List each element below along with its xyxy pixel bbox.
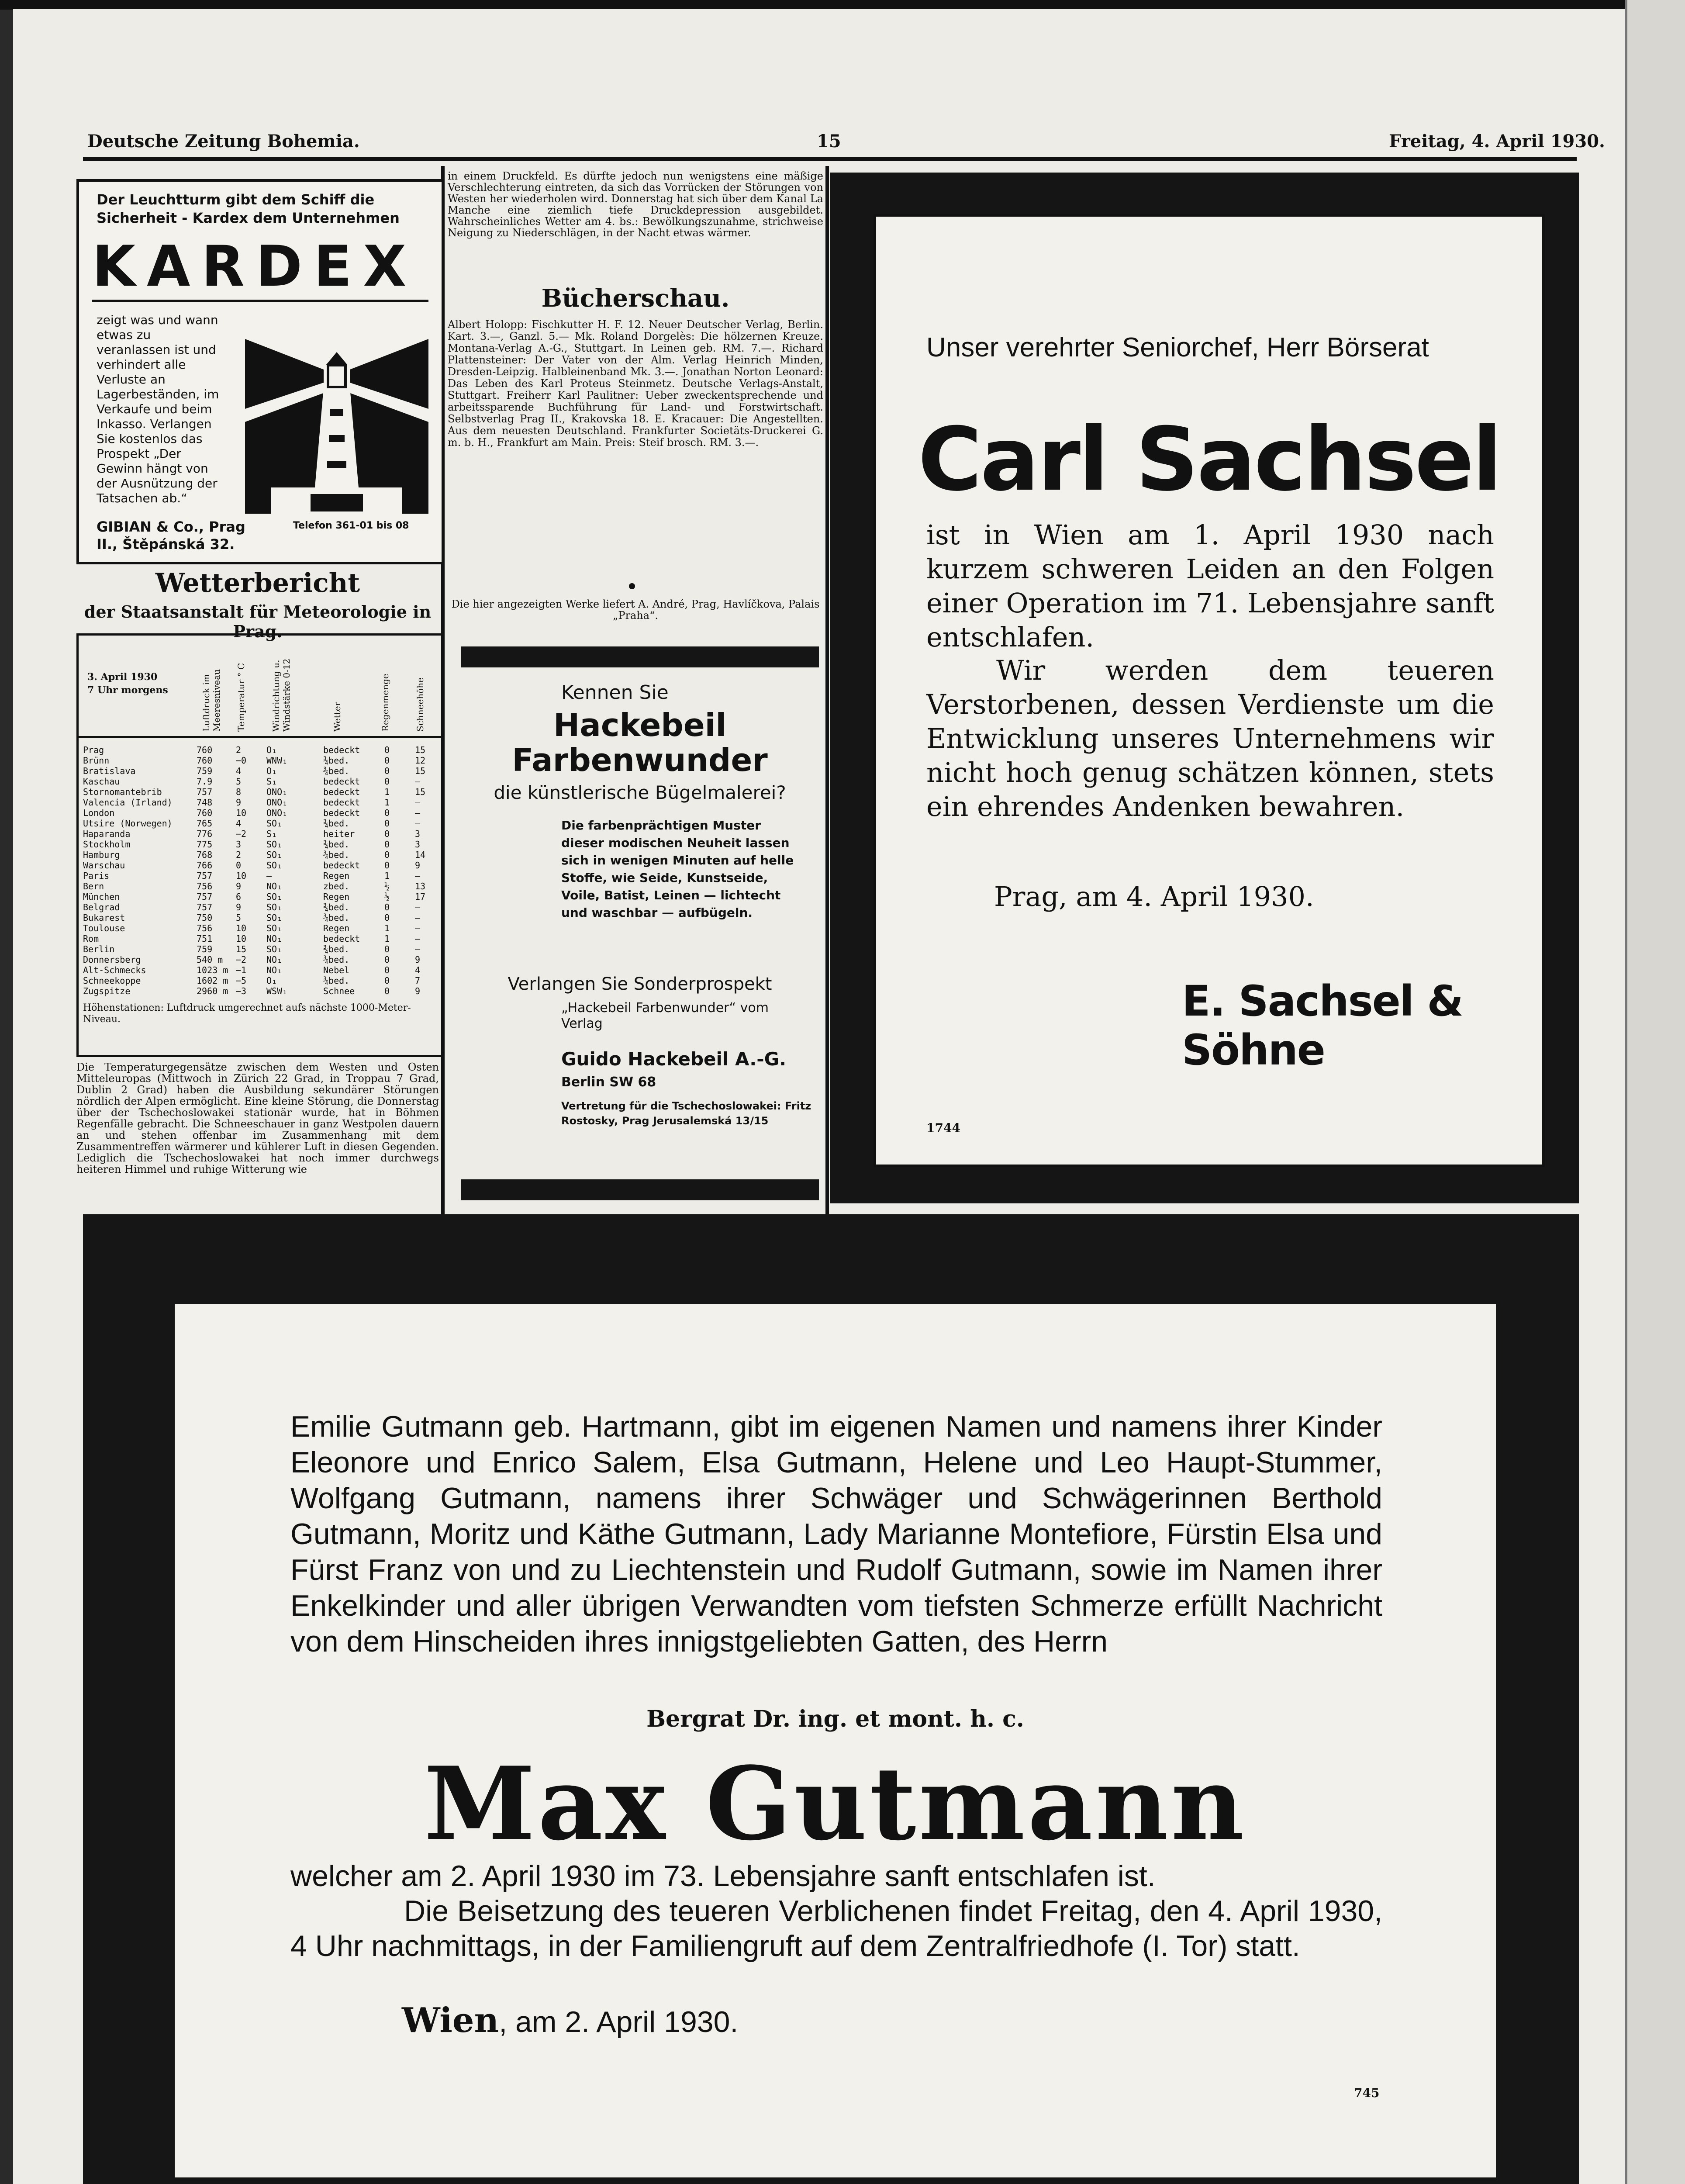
sachsel-tribute: Wir werden dem teueren Verstorbenen, dessen Verdienste um die Entwicklung unseres Unternehmens wir nicht hoch genug schätzen können, stets ein ehrendes Andenken bewahren. — [926, 654, 1494, 822]
weather-cell-wx: ¾bed. — [323, 954, 350, 965]
table-row — [79, 986, 441, 997]
table-row — [79, 892, 441, 903]
weather-cell-wind: NO₁ — [266, 965, 283, 975]
weather-cell-r: 0 — [384, 829, 390, 839]
weather-cell-r: 0 — [384, 755, 390, 766]
hackebeil-cta: Verlangen Sie Sonderprospekt — [508, 974, 772, 994]
weather-cell-wx: zbed. — [323, 881, 350, 892]
column-rule — [825, 166, 829, 1214]
column-header: Schneehöhe — [415, 677, 425, 732]
hackebeil-kicker: Kennen Sie — [561, 681, 669, 704]
weather-cell-t: −5 — [236, 975, 247, 986]
weather-cell-city: London — [83, 808, 115, 818]
weather-cell-t: 10 — [236, 871, 247, 881]
hackebeil-advertisement — [461, 673, 819, 1171]
weather-cell-r: 0 — [384, 808, 390, 818]
weather-cell-s: 14 — [415, 850, 426, 860]
weather-cell-s: 13 — [415, 881, 426, 892]
weather-cell-s: 17 — [415, 892, 426, 902]
weather-cell-t: −0 — [236, 755, 247, 766]
weather-cell-city: Brünn — [83, 755, 110, 766]
weather-cell-r: 0 — [384, 766, 390, 776]
weather-cell-t: 9 — [236, 797, 242, 808]
weather-cell-t: 9 — [236, 881, 242, 892]
weather-cell-t: 5 — [236, 912, 242, 923]
weather-cell-t: 0 — [236, 860, 242, 871]
table-row — [79, 787, 441, 798]
weather-continuation: in einem Druckfeld. Es dürfte jedoch nun wenigstens eine mäßige Verschlechterung eintreten, da sich das Vorrücken der Störungen von Westen her wiederholen wird. Donnerstag hat sich über dem Kanal La Manche eine ziemlich tiefe Druckdepression ausgebildet. Wahrscheinliches Wetter am 4. bs.: Bewölkungszunahme, strichweise Neigung zu Niederschlägen, in der Nacht etwas wärmer. — [448, 170, 823, 239]
table-row — [79, 808, 441, 819]
weather-cell-s: — — [415, 912, 421, 923]
weather-cell-p: 765 — [197, 818, 213, 829]
weather-cell-p: 1023 m — [197, 965, 228, 975]
weather-cell-r: 0 — [384, 776, 390, 787]
weather-cell-wx: bedeckt — [323, 797, 360, 808]
weather-cell-p: 759 — [197, 766, 213, 776]
gutmann-death-date: welcher am 2. April 1930 im 73. Lebensjahre sanft entschlafen ist. — [290, 1859, 1156, 1893]
weather-cell-s: — — [415, 923, 421, 933]
weather-cell-p: 768 — [197, 850, 213, 860]
weather-cell-city: Hamburg — [83, 850, 120, 860]
hackebeil-headline — [461, 708, 819, 778]
weather-cell-city: Kaschau — [83, 776, 120, 787]
weather-cell-s: — — [415, 776, 421, 787]
weather-cell-city: Bratislava — [83, 766, 136, 776]
table-row — [79, 745, 441, 756]
weather-cell-wind: ONO₁ — [266, 797, 288, 808]
gutmann-ref-number: 745 — [1354, 2086, 1380, 2100]
weather-cell-s: — — [415, 797, 421, 808]
weather-cell-city: Rom — [83, 933, 99, 944]
weather-cell-t: 15 — [236, 944, 247, 954]
weather-cell-r: 0 — [384, 965, 390, 975]
weather-cell-p: 1602 m — [197, 975, 228, 986]
weather-cell-s: 3 — [415, 839, 421, 850]
weather-cell-wind: NO₁ — [266, 933, 283, 944]
weather-cell-wind: ONO₁ — [266, 808, 288, 818]
weather-cell-s: 9 — [415, 860, 421, 871]
weather-cell-wind: WSW₁ — [266, 986, 288, 996]
weather-commentary: Die Temperaturgegensätze zwischen dem Westen und Osten Mitteleuropas (Mittwoch in Zürich 22 Grad, in Troppau 7 Grad, Dublin 2 Grad) haben die Ausbildung sekundärer Störungen nördlich der Alpen ermöglicht. Eine kleine Störung, die Donnerstag über der Tschechoslowakei stationär wurde, hat in Böhmen Regenfälle gebracht. Die Schneeschauer in ganz Westpolen dauern an und stehen offenbar im Zusammenhang mit dem Zusammentreffen wärmerer und kühlerer Luft in diesen Gegenden. Lediglich die Tschechoslowakei hat noch immer durchwegs heiteren Himmel und ruhige Witterung wie — [76, 1061, 439, 1175]
book-review-title: Bücherschau. — [541, 284, 730, 313]
weather-cell-t: 6 — [236, 892, 242, 902]
gutmann-death-notice — [175, 1304, 1496, 2177]
weather-cell-p: 760 — [197, 755, 213, 766]
weather-cell-r: 0 — [384, 986, 390, 996]
weather-cell-s: 4 — [415, 965, 421, 975]
weather-cell-wind: O₁ — [266, 745, 277, 755]
weather-cell-city: Alt-Schmecks — [83, 965, 146, 975]
sachsel-ref-number: 1744 — [926, 1121, 960, 1135]
weather-cell-wx: Regen — [323, 923, 350, 933]
gutmann-funeral: Die Beisetzung des teueren Verblichenen findet Freitag, den 4. April 1930, 4 Uhr nachmittags, in der Familiengruft auf dem Zentralfriedhofe (I. Tor) statt. — [290, 1894, 1382, 1963]
weather-cell-r: 0 — [384, 944, 390, 954]
weather-cell-r: 1 — [384, 933, 390, 944]
weather-cell-city: Belgrad — [83, 902, 120, 912]
weather-cell-r: ½ — [384, 892, 390, 902]
sachsel-intro: Unser verehrter Seniorchef, Herr Börserat — [926, 332, 1429, 363]
weather-cell-wind: SO₁ — [266, 850, 283, 860]
divider — [92, 300, 428, 302]
weather-cell-wx: ¾bed. — [323, 766, 350, 776]
kardex-body: zeigt was und wann etwas zu veranlassen ist und verhindert alle Verluste an Lagerbeständen, im Verkaufe und beim Inkasso. Verlangen Sie kostenlos das Prospekt „Der Gewinn hängt von der Ausnützung der Tatsachen ab.“ — [97, 313, 219, 505]
kardex-firm-address: GIBIAN & Co., Prag II., Štěpánská 32. — [97, 518, 245, 553]
weather-cell-wind: SO₁ — [266, 923, 283, 933]
page-binding-edge — [1625, 0, 1685, 2184]
gutmann-title: Bergrat Dr. ing. et mont. h. c. — [646, 1706, 1024, 1732]
weather-cell-wind: O₁ — [266, 766, 277, 776]
altitude-note: Höhenstationen: Luftdruck umgerechnet aufs nächste 1000-Meter-Niveau. — [83, 1002, 411, 1025]
weather-cell-p: 759 — [197, 944, 213, 954]
weather-cell-city: Warschau — [83, 860, 125, 871]
weather-cell-wx: ¾bed. — [323, 850, 350, 860]
weather-cell-s: 15 — [415, 787, 426, 797]
table-row — [79, 965, 441, 976]
weather-cell-city: Zugspitze — [83, 986, 131, 996]
weather-cell-s: 12 — [415, 755, 426, 766]
weather-cell-r: 0 — [384, 839, 390, 850]
weather-cell-city: Paris — [83, 871, 110, 881]
table-row — [79, 902, 441, 913]
weather-cell-p: 757 — [197, 902, 213, 912]
weather-cell-s: 15 — [415, 745, 426, 755]
sachsel-name: Carl Sachsel — [918, 409, 1501, 511]
scan-edge — [0, 0, 1685, 10]
kardex-phone: Telefon 361-01 bis 08 — [293, 520, 409, 531]
weather-cell-wind: SO₁ — [266, 902, 283, 912]
weather-cell-p: 776 — [197, 829, 213, 839]
weather-cell-wx: ¾bed. — [323, 975, 350, 986]
weather-cell-p: 756 — [197, 923, 213, 933]
weather-cell-wind: S₁ — [266, 829, 277, 839]
weather-cell-p: 757 — [197, 787, 213, 797]
lighthouse-illustration — [245, 321, 428, 522]
weather-cell-r: 0 — [384, 975, 390, 986]
weather-cell-t: 9 — [236, 902, 242, 912]
weather-cell-p: 766 — [197, 860, 213, 871]
page-number: 15 — [817, 131, 841, 152]
weather-cell-s: 15 — [415, 766, 426, 776]
weather-cell-wind: SO₁ — [266, 818, 283, 829]
table-row — [79, 881, 441, 892]
weather-cell-wx: Regen — [323, 871, 350, 881]
header-rule — [83, 157, 1577, 161]
sachsel-body: ist in Wien am 1. April 1930 nach kurzem schweren Leiden an den Folgen einer Operation im 71. Lebensjahre sanft entschlafen. — [926, 519, 1494, 653]
weather-cell-t: 8 — [236, 787, 242, 797]
gutmann-place-date — [402, 2001, 738, 2040]
weather-cell-s: — — [415, 818, 421, 829]
weather-cell-r: 0 — [384, 745, 390, 755]
weather-cell-s: 3 — [415, 829, 421, 839]
weather-cell-city: Toulouse — [83, 923, 125, 933]
weather-cell-r: 0 — [384, 902, 390, 912]
weather-cell-p: 760 — [197, 808, 213, 818]
weather-table-header — [79, 636, 441, 738]
weather-time-label: 7 Uhr morgens — [87, 684, 168, 696]
gutmann-name: Max Gutmann — [424, 1745, 1247, 1863]
weather-cell-city: Bukarest — [83, 912, 125, 923]
weather-cell-s: 9 — [415, 986, 421, 996]
weather-cell-wind: SO₁ — [266, 892, 283, 902]
table-row — [79, 860, 441, 871]
gutmann-intro: Emilie Gutmann geb. Hartmann, gibt im eigenen Namen und namens ihrer Kinder Eleonore und Enrico Salem, Elsa Gutmann, Helene und Leo Haupt-Stummer, Wolfgang Gutmann, namens ihrer Schwäger und Schwägerinnen Berthold Gutmann, Moritz und Käthe Gutmann, Lady Marianne Montefiore, Fürstin Elsa und Fürst Franz von und zu Liechtenstein und Rudolf Gutmann, sowie im Namen ihrer Enkelkinder und aller übrigen Verwandten vom tiefsten Schmerze erfüllt Nachricht von dem Hinscheiden ihres innigstgeliebten Gatten, des Herrn — [290, 1410, 1382, 1658]
table-row — [79, 818, 441, 829]
column-header: Luftdruck im Meeresniveau — [201, 669, 222, 732]
hackebeil-headline-2: Farbenwunder — [512, 742, 768, 778]
table-row — [79, 912, 441, 924]
weather-cell-city: Berlin — [83, 944, 115, 954]
weather-cell-r: 0 — [384, 818, 390, 829]
weather-cell-p: 2960 m — [197, 986, 228, 996]
table-row — [79, 766, 441, 777]
weather-cell-wx: Schnee — [323, 986, 355, 996]
weather-cell-r: 1 — [384, 923, 390, 933]
weather-table — [76, 633, 443, 1057]
weather-cell-city: Stornomantebrib — [83, 787, 162, 797]
hackebeil-city: Berlin SW 68 — [561, 1075, 656, 1090]
hackebeil-headline-1: Hackebeil — [553, 707, 727, 743]
weather-cell-wx: ¾bed. — [323, 839, 350, 850]
table-row — [79, 776, 441, 788]
weather-cell-r: 0 — [384, 912, 390, 923]
column-header: Temperatur ° C — [236, 663, 246, 732]
weather-cell-t: 10 — [236, 933, 247, 944]
weather-cell-wx: bedeckt — [323, 860, 360, 871]
table-row — [79, 975, 441, 987]
weather-cell-wx: ¾bed. — [323, 818, 350, 829]
weather-cell-s: — — [415, 902, 421, 912]
weather-cell-wx: ¾bed. — [323, 755, 350, 766]
hackebeil-firm: Guido Hackebeil A.-G. — [561, 1048, 787, 1070]
kardex-logo: KARDEX — [92, 234, 418, 299]
book-review-list: Albert Holopp: Fischkutter H. F. 12. Neuer Deutscher Verlag, Berlin. Kart. 3.—, Ganzl. 5.— Mk. Roland Dorgelès: Die hölzernen Kreuze. Montana-Verlag A.-G., Stuttgart. In Leinen geb. RM. 7.—. Richard Plattensteiner: Der Vater von der Alm. Verlag Heinrich Minden, Dresden-Leipzig. Halbleinenband Mk. 3.—. Jonathan Norton Leonard: Das Leben des Karl Proteus Steinmetz. Deutsche Verlags-Anstalt, Stuttgart. Freiherr Karl Paulitner: Ueber zweckentsprechende und arbeitssparende Buchführung für Land- und Forstwirtschaft. Selbstverlag Prag II., Krakovska 18. E. Kracauer: Die Angestellten. Aus dem neuesten Deutschland. Frankfurter Societäts-Druckerei G. m. b. H., Frankfurt am Main. Preis: Steif brosch. RM. 3.—. — [448, 318, 823, 449]
table-row — [79, 933, 441, 945]
ad-bottom-bar — [461, 1179, 819, 1200]
weather-cell-city: Utsire (Norwegen) — [83, 818, 173, 829]
weather-cell-city: Valencia (Irland) — [83, 797, 173, 808]
hackebeil-body: Die farbenprächtigen Muster dieser modischen Neuheit lassen sich in wenigen Minuten auf helle Stoffe, wie Seide, Kunstseide, Voile, Batist, Leinen — lichtecht und waschbar — aufbügeln. — [561, 818, 794, 920]
weather-cell-city: Donnersberg — [83, 954, 141, 965]
weather-cell-t: 2 — [236, 745, 242, 755]
weather-cell-p: 757 — [197, 871, 213, 881]
table-row — [79, 829, 441, 840]
table-row — [79, 839, 441, 850]
weather-cell-r: 1 — [384, 871, 390, 881]
weather-cell-p: 750 — [197, 912, 213, 923]
weather-cell-city: Bern — [83, 881, 104, 892]
weather-cell-wind: NO₁ — [266, 881, 283, 892]
weather-cell-wx: bedeckt — [323, 808, 360, 818]
weather-cell-wind: SO₁ — [266, 944, 283, 954]
weather-cell-p: 756 — [197, 881, 213, 892]
weather-cell-t: 3 — [236, 839, 242, 850]
weather-cell-city: München — [83, 892, 120, 902]
weather-cell-city: Haparanda — [83, 829, 131, 839]
sachsel-place-date: Prag, am 4. April 1930. — [994, 881, 1314, 912]
weather-cell-wind: — — [266, 871, 272, 881]
ad-top-bar — [461, 646, 819, 667]
weather-cell-wind: WNW₁ — [266, 755, 288, 766]
book-supplier-note: Die hier angezeigten Werke liefert A. André, Prag, Havlíčkova, Palais „Praha“. — [451, 598, 820, 622]
sachsel-firm: E. Sachsel & Söhne — [1182, 977, 1463, 1075]
table-row — [79, 850, 441, 861]
weather-cell-city: Stockholm — [83, 839, 131, 850]
weather-cell-wind: O₁ — [266, 975, 277, 986]
weather-cell-r: 0 — [384, 850, 390, 860]
hackebeil-subline: die künstlerische Bügelmalerei? — [494, 782, 786, 803]
table-row — [79, 755, 441, 767]
weather-cell-wind: ONO₁ — [266, 787, 288, 797]
weather-cell-p: 760 — [197, 745, 213, 755]
weather-cell-wind: SO₁ — [266, 912, 283, 923]
weather-cell-s: — — [415, 808, 421, 818]
weather-cell-wx: ¾bed. — [323, 902, 350, 912]
weather-cell-p: 540 m — [197, 954, 223, 965]
weather-cell-s: — — [415, 871, 421, 881]
weather-date-label: 3. April 1930 — [87, 671, 158, 683]
weather-title: Wetterbericht — [155, 568, 360, 598]
weather-cell-s: — — [415, 944, 421, 954]
weather-cell-wx: heiter — [323, 829, 355, 839]
issue-date: Freitag, 4. April 1930. — [1389, 131, 1605, 152]
sachsel-death-notice — [874, 214, 1545, 1167]
weather-cell-city: Schneekoppe — [83, 975, 141, 986]
hackebeil-representation: Vertretung für die Tschechoslowakei: Fritz Rostosky, Prag Jerusalemská 13/15 — [561, 1100, 811, 1127]
weather-cell-t: 5 — [236, 776, 242, 787]
weather-cell-p: 7.9 — [197, 776, 213, 787]
weather-cell-t: −2 — [236, 954, 247, 965]
table-row — [79, 923, 441, 934]
weather-cell-t: −1 — [236, 965, 247, 975]
weather-cell-t: −3 — [236, 986, 247, 996]
weather-cell-s: 9 — [415, 954, 421, 965]
gutmann-place: Wien — [402, 2001, 499, 2040]
weather-cell-p: 775 — [197, 839, 213, 850]
table-row — [79, 954, 441, 966]
weather-subtitle: der Staatsanstalt für Meteorologie in Prag. — [84, 602, 432, 641]
weather-cell-r: 0 — [384, 860, 390, 871]
weather-cell-wx: bedeckt — [323, 787, 360, 797]
hackebeil-cta-detail: „Hackebeil Farbenwunder“ vom Verlag — [561, 1000, 769, 1031]
weather-cell-t: 10 — [236, 923, 247, 933]
weather-cell-t: −2 — [236, 829, 247, 839]
weather-cell-city: Prag — [83, 745, 104, 755]
weather-cell-wind: NO₁ — [266, 954, 283, 965]
weather-cell-t: 4 — [236, 818, 242, 829]
weather-cell-wind: SO₁ — [266, 860, 283, 871]
gutmann-date: , am 2. April 1930. — [499, 2005, 739, 2039]
weather-cell-p: 748 — [197, 797, 213, 808]
weather-date — [87, 670, 168, 697]
weather-cell-t: 4 — [236, 766, 242, 776]
table-row — [79, 797, 441, 809]
weather-cell-r: 1 — [384, 787, 390, 797]
weather-cell-r: 0 — [384, 954, 390, 965]
separator-dot — [629, 583, 635, 589]
table-row — [79, 871, 441, 882]
kardex-advertisement — [76, 179, 444, 564]
weather-cell-wx: bedeckt — [323, 776, 360, 787]
weather-cell-wind: SO₁ — [266, 839, 283, 850]
weather-cell-wx: bedeckt — [323, 933, 360, 944]
weather-cell-s: — — [415, 933, 421, 944]
column-header: Windrichtung u. Windstärke 0-12 — [271, 658, 292, 732]
weather-cell-wx: bedeckt — [323, 745, 360, 755]
weather-cell-s: 7 — [415, 975, 421, 986]
weather-cell-wx: ¾bed. — [323, 944, 350, 954]
weather-cell-p: 757 — [197, 892, 213, 902]
weather-cell-wind: S₁ — [266, 776, 277, 787]
weather-cell-wx: Regen — [323, 892, 350, 902]
column-header: Regenmenge — [380, 674, 390, 732]
column-header: Wetter — [332, 702, 342, 732]
weather-cell-t: 10 — [236, 808, 247, 818]
newspaper-name: Deutsche Zeitung Bohemia. — [87, 131, 360, 152]
weather-cell-p: 751 — [197, 933, 213, 944]
weather-cell-wx: ¾bed. — [323, 912, 350, 923]
weather-cell-wx: Nebel — [323, 965, 350, 975]
weather-cell-t: 2 — [236, 850, 242, 860]
kardex-tagline: Der Leuchtturm gibt dem Schiff die Sicherheit - Kardex dem Unternehmen — [97, 191, 400, 226]
table-row — [79, 944, 441, 955]
weather-cell-r: 1 — [384, 797, 390, 808]
weather-cell-r: ½ — [384, 881, 390, 892]
